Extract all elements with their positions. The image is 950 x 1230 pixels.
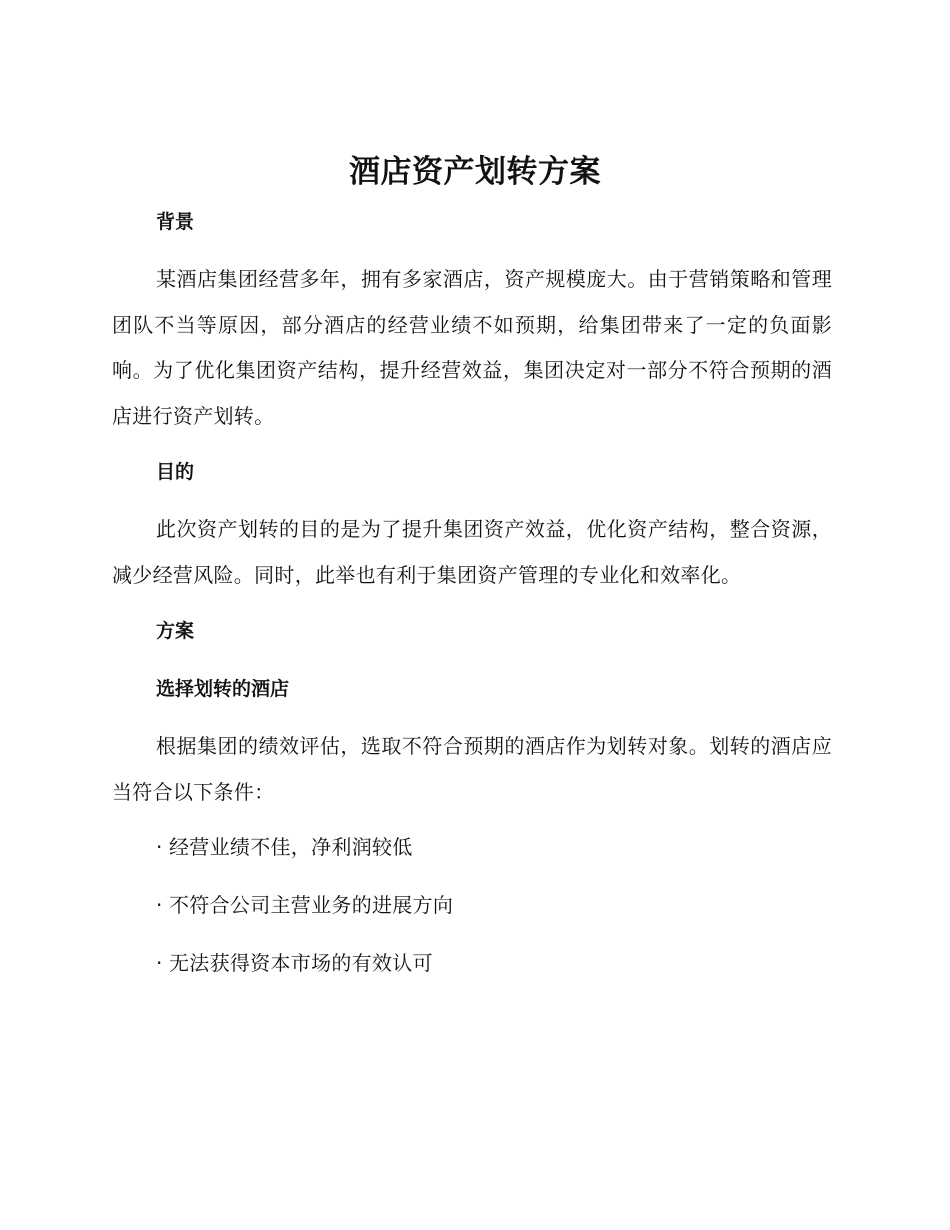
bullet-symbol: · — [156, 893, 163, 917]
section-heading-plan: 方案 — [156, 620, 195, 642]
list-item — [156, 890, 453, 920]
section-heading-select-hotels: 选择划转的酒店 — [156, 678, 290, 700]
section-heading-purpose: 目的 — [156, 461, 195, 483]
section-paragraph-background: 某酒店集团经营多年，拥有多家酒店，资产规模庞大。由于营销策略和管理团队不当等原因，部分酒店的经营业绩不如预期，给集团带来了一定的负面影响。为了优化集团资产结构，提升经营效益，集团决定对一部分不符合预期的酒店进行资产划转。 — [112, 267, 832, 428]
section-heading-background: 背景 — [156, 211, 195, 233]
section-paragraph-purpose: 此次资产划转的目的是为了提升集团资产效益，优化资产结构，整合资源，减少经营风险。同时，此举也有利于集团资产管理的专业化和效率化。 — [112, 517, 832, 587]
list-item-text: 无法获得资本市场的有效认可 — [169, 951, 433, 975]
bullet-symbol: · — [156, 951, 163, 975]
list-item-text: 不符合公司主营业务的进展方向 — [169, 893, 454, 917]
list-item-text: 经营业绩不佳，净利润较低 — [169, 835, 413, 859]
document-title: 酒店资产划转方案 — [349, 154, 601, 190]
list-item — [156, 832, 413, 862]
bullet-symbol: · — [156, 835, 163, 859]
list-item — [156, 948, 433, 978]
section-paragraph-select-hotels: 根据集团的绩效评估，选取不符合预期的酒店作为划转对象。划转的酒店应当符合以下条件： — [112, 734, 832, 804]
